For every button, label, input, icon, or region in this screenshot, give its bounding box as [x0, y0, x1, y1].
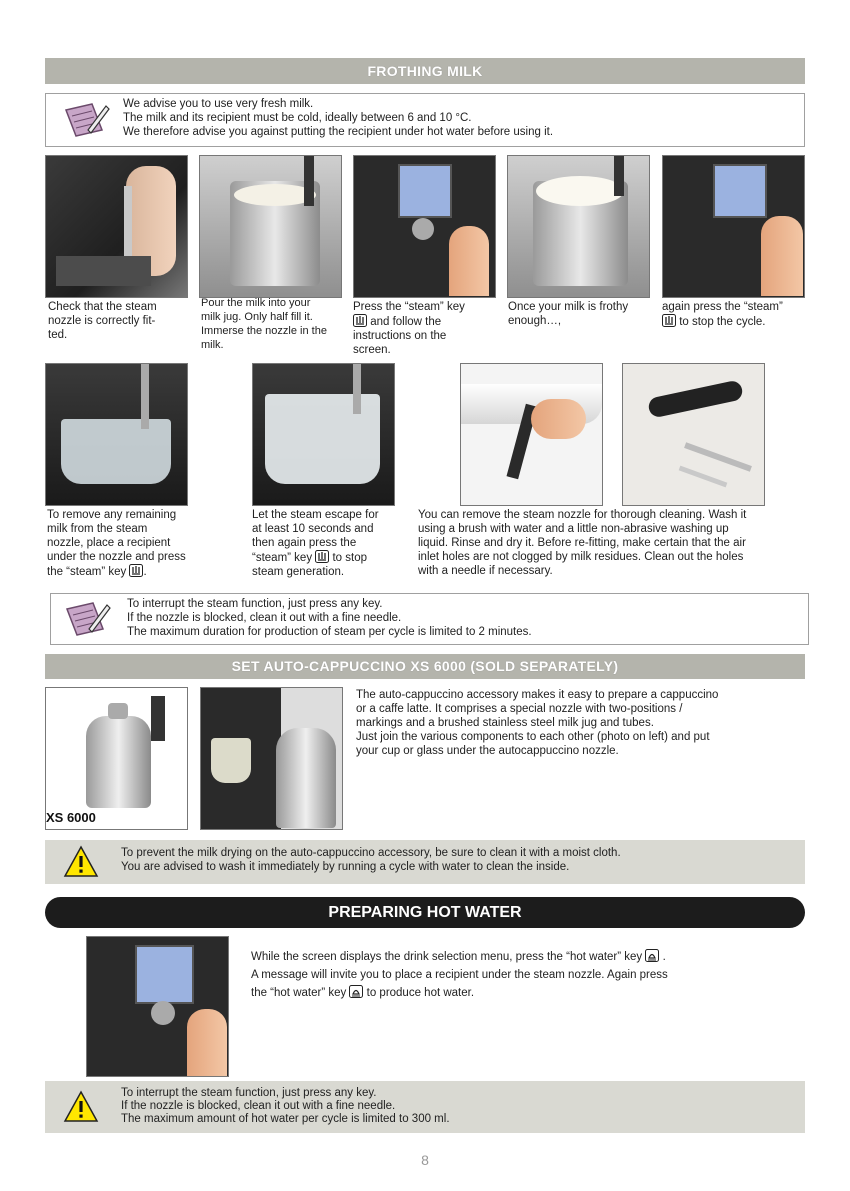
section-title-frothing-milk: FROTHING MILK	[45, 58, 805, 84]
cappuccino-warning: To prevent the milk drying on the auto-cappuccino accessory, be sure to clean it with a moist cloth. You are advised to wash it immediately by running a cycle with water to clean the inside.	[45, 840, 805, 884]
steam-key-icon	[315, 550, 329, 563]
note-line: To interrupt the steam function, just press any key.	[127, 598, 383, 610]
advice-note	[45, 93, 805, 147]
note-line: We advise you to use very fresh milk.	[123, 98, 314, 110]
caption-nozzle-cleaning: You can remove the steam nozzle for thorough cleaning. Wash it using a brush with water and a little non-abrasive washing up liquid. Rinse and dry it. Before re-fitting, make certain that the air inlet holes are not clogged by milk residues. Clean out the holes with a needle if necessary.	[418, 509, 747, 577]
hot-water-instructions: While the screen displays the drink selection menu, press the “hot water” key . A message will invite you to place a recipient under the steam nozzle. Again press the “hot water” key to produce hot water.	[251, 951, 668, 999]
warning-triangle-icon	[63, 1090, 99, 1123]
steam-note	[50, 593, 809, 645]
note-line: If the nozzle is blocked, clean it out with a fine needle.	[127, 612, 402, 624]
caption-step-6: To remove any remaining milk from the steam nozzle, place a recipient under the nozzle and press the “steam” key .	[47, 509, 186, 578]
caption-step-5: again press the “steam” to stop the cycle.	[662, 301, 783, 328]
photo-steam-nozzle-check	[45, 155, 188, 298]
hot-water-key-icon	[349, 985, 363, 998]
note-pencil-icon	[62, 100, 110, 140]
cappuccino-description: The auto-cappuccino accessory makes it easy to prepare a cappuccino or a caffe latte. It comprises a special nozzle with two-positions / markings and a brushed stainless steel milk jug and tubes. Just join the various components to each other (photo on left) and put your cup or glass under the autocappuccino nozzle.	[356, 689, 719, 757]
section-title-hot-water: PREPARING HOT WATER	[45, 897, 805, 928]
steam-key-icon	[353, 314, 367, 327]
note-line: The maximum duration for production of steam per cycle is limited to 2 minutes.	[127, 626, 532, 638]
warning-triangle-icon	[63, 845, 99, 878]
photo-frothy-milk	[507, 155, 650, 298]
caption-step-1: Check that the steam nozzle is correctly fit- ted.	[48, 301, 157, 341]
caption-step-2: Pour the milk into your milk jug. Only half fill it. Immerse the nozzle in the milk.	[201, 297, 327, 351]
photo-press-steam-key	[353, 155, 496, 298]
hot-water-key-icon	[645, 949, 659, 962]
caption-step-7: Let the steam escape for at least 10 seconds and then again press the “steam” key to stop steam generation.	[252, 509, 379, 578]
hot-water-warning: To interrupt the steam function, just press any key. If the nozzle is blocked, clean it out with a fine needle. The maximum amount of hot water per cycle is limited to 300 ml.	[45, 1081, 805, 1133]
steam-key-icon	[662, 314, 676, 327]
photo-nozzle-parts	[622, 363, 765, 506]
photo-steam-escape	[252, 363, 395, 506]
note-pencil-icon	[63, 599, 111, 639]
xs6000-label: XS 6000	[46, 810, 96, 825]
photo-press-steam-again	[662, 155, 805, 298]
photo-hot-water-key	[86, 936, 229, 1077]
photo-xs6000-in-use	[200, 687, 343, 830]
note-line: The milk and its recipient must be cold, ideally between 6 and 10 °C.	[123, 112, 472, 124]
steam-key-icon	[129, 564, 143, 577]
caption-step-4: Once your milk is frothy enough…,	[508, 301, 629, 327]
page-number: 8	[421, 1152, 429, 1168]
photo-remove-milk	[45, 363, 188, 506]
caption-step-3: Press the “steam” key and follow the instructions on the screen.	[353, 301, 465, 356]
photo-xs6000-kit	[45, 687, 188, 830]
photo-pour-milk	[199, 155, 342, 298]
note-line: We therefore advise you against putting the recipient under hot water before using it.	[123, 126, 554, 138]
section-title-auto-cappuccino: SET AUTO-CAPPUCCINO XS 6000 (SOLD SEPARATELY)	[45, 654, 805, 679]
photo-remove-nozzle	[460, 363, 603, 506]
